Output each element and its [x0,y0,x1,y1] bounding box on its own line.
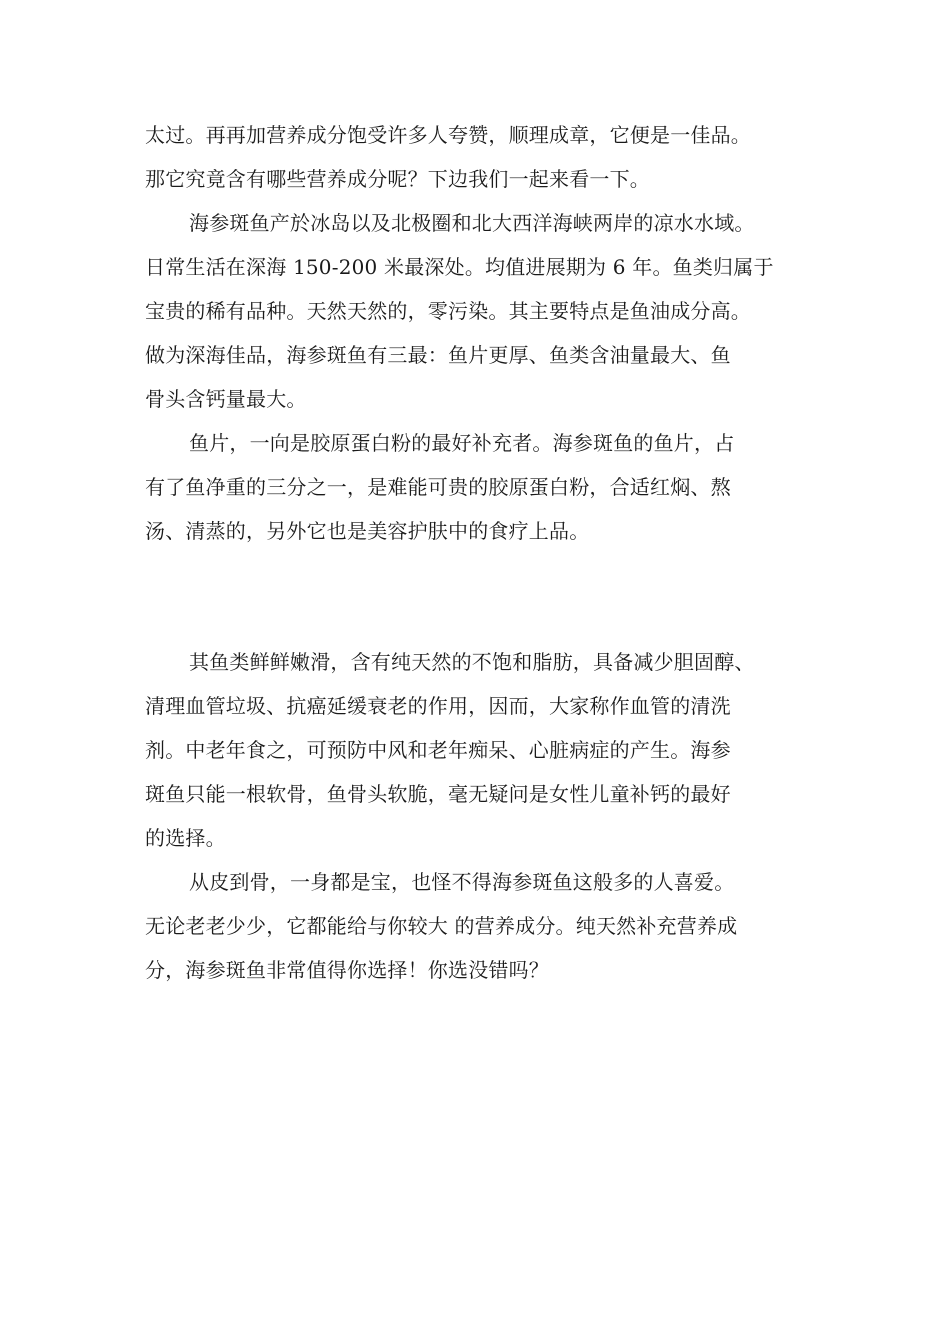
text-line: 分，海参斑鱼非常值得你选择！你选没错吗？ [145,958,549,982]
text-line: 宝贵的稀有品种。天然天然的，零污染。其主要特点是鱼油成分高。 [145,299,751,323]
text-line: 无论老老少少，它都能给与你较大 的营养成分。纯天然补充营养成 [145,914,738,938]
text-line: 有了鱼净重的三分之一，是难能可贵的胶原蛋白粉，合适红焖、熬 [145,475,731,499]
text-block-2 [145,640,835,992]
text-line: 的选择。 [145,826,226,850]
text-line: 太过。再再加营养成分饱受许多人夸赞，顺理成章，它便是一佳品。 [145,123,751,147]
text-line: 斑鱼只能一根软骨，鱼骨头软脆，毫无疑问是女性儿童补钙的最好 [145,782,731,806]
text-line: 其鱼类鲜鲜嫩滑，含有纯天然的不饱和脂肪，具备减少胆固醇、 [189,650,755,674]
text-line: 剂。中老年食之，可预防中风和老年痴呆、心脏病症的产生。海参 [145,738,731,762]
text-line: 鱼片，一向是胶原蛋白粉的最好补充者。海参斑鱼的鱼片，占 [189,431,735,455]
text-line: 从皮到骨，一身都是宝，也怪不得海参斑鱼这般多的人喜爱。 [189,870,735,894]
text-line: 清理血管垃圾、抗癌延缓衰老的作用，因而，大家称作血管的清洗 [145,694,731,718]
text-line: 做为深海佳品，海参斑鱼有三最：鱼片更厚、鱼类含油量最大、鱼 [145,343,731,367]
text-line: 骨头含钙量最大。 [145,387,307,411]
text-block-1 [145,113,835,553]
text-line: 那它究竟含有哪些营养成分呢？下边我们一起来看一下。 [145,167,650,191]
text-line: 汤、清蒸的，另外它也是美容护肤中的食疗上品。 [145,519,590,543]
text-line: 日常生活在深海 150-200 米最深处。均值进展期为 6 年。鱼类归属于 [145,255,774,279]
text-line: 海参斑鱼产於冰岛以及北极圈和北大西洋海峡两岸的凉水水域。 [189,211,755,235]
